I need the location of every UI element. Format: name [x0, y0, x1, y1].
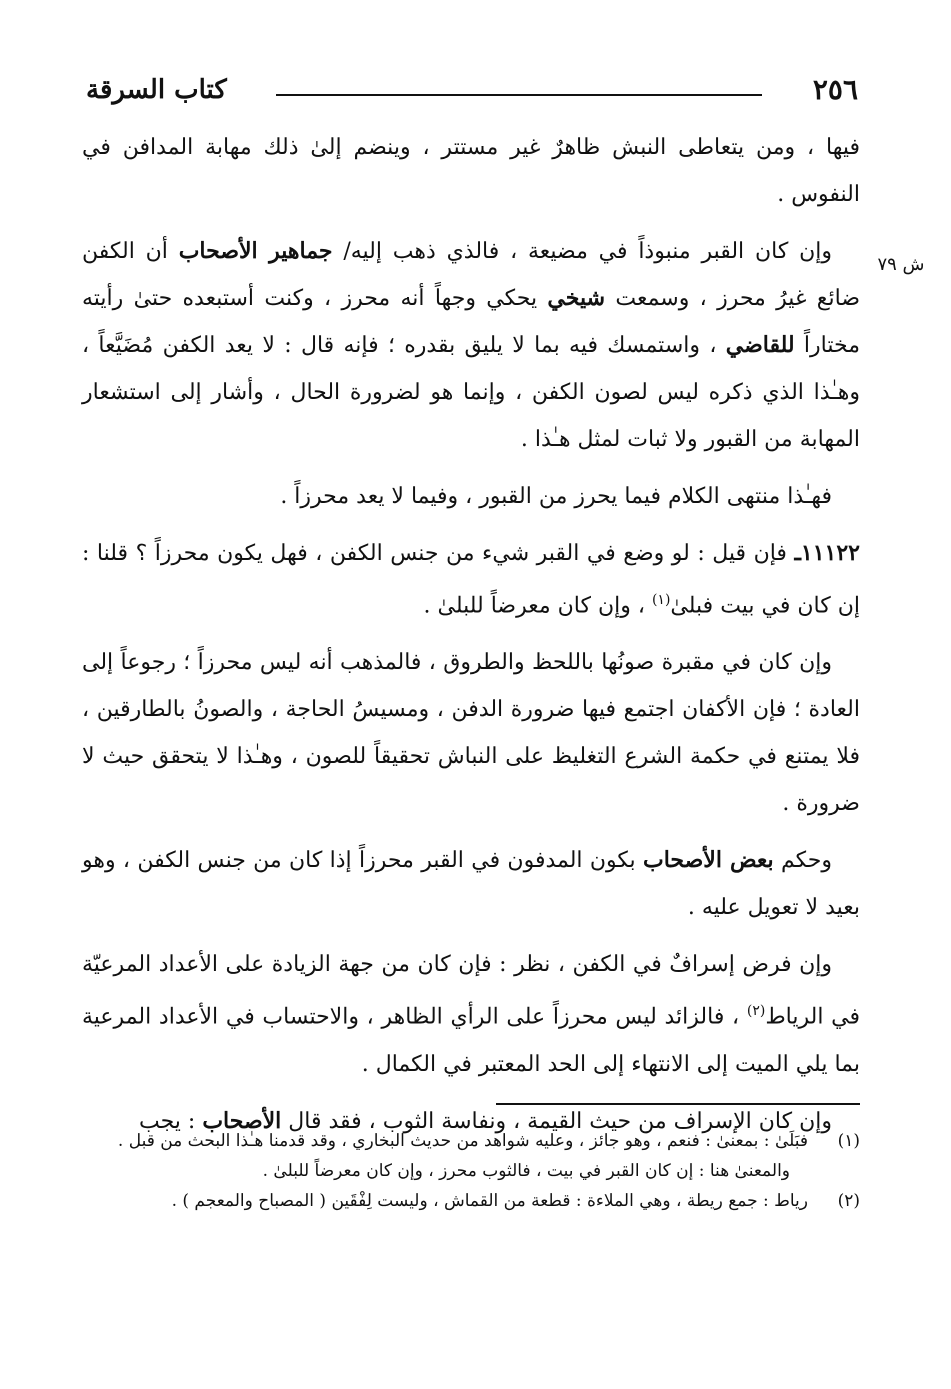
bold-term: شيخي: [547, 285, 606, 311]
text-segment: يحكي وجهاً أنه محرز ، وكنت أستبعده حتىٰ رأيته مختاراً: [82, 286, 860, 358]
text-segment: وحكم: [773, 848, 832, 874]
bold-term: جماهير الأصحاب: [178, 238, 333, 264]
text-segment: ، واستمسك فيه بما لا يليق بقدره ؛ فإنه قال : لا يعد الكفن مُضَيَّعاً ، وهـٰذا الذي ذكره ليس لصون الكفن ، وإنما هو لضرورة الحال ، وأشار إلى استشعار المهابة من القبور ولا ثبات لمثل هـٰذا .: [82, 333, 860, 452]
text-segment: فإن قيل : لو وضع في القبر شيء من جنس الكفن ، فهل يكون محرزاً ؟ قلنا : إن كان في بيت فبلىٰ: [82, 541, 860, 619]
page-number: ٢٥٦: [812, 73, 858, 106]
page-header: [86, 72, 858, 108]
margin-manuscript-ref: ش ٧٩: [877, 254, 925, 275]
text-segment: : يجب: [139, 1108, 203, 1134]
text-segment: وإن فرض إسرافٌ في الكفن ، نظر : فإن كان من جهة الزيادة على الأعداد المرعيّة في الرياط: [82, 952, 860, 1030]
header-rule: [276, 94, 762, 96]
bold-term: بعض الأصحاب: [643, 847, 774, 874]
text-segment: وإن كان الإسراف من حيث القيمة ، ونفاسة الثوب ، فقد قال: [281, 1108, 832, 1134]
footnote-1: [82, 1126, 860, 1156]
bold-term: الأصحاب: [202, 1107, 282, 1134]
paragraph-2: [82, 228, 860, 463]
footnote-text: رياط : جمع ريطة ، وهي الملاءة : قطعة من القماش ، وليست لِفْقَين ( المصباح والمعجم ) .: [171, 1191, 808, 1211]
paragraph-6: [82, 837, 860, 931]
paragraph-5: وإن كان في مقبرة صونُها باللحظ والطروق ، فالمذهب أنه ليس محرزاً ؛ رجوعاً إلى العادة ؛ فإن الأكفان اجتمع فيها ضرورة الدفن ، ومسيسُ الحاجة ، والصونُ بالطارقين ، فلا يمتنع في حكمة الشرع التغليظ على النباش تحقيقاً للصون ، وهـٰذا لا يتحقق حيث لا ضرورة .: [82, 650, 860, 817]
footnote-ref-2: (٢): [746, 1003, 766, 1020]
footnote-separator: [496, 1103, 860, 1105]
footnote-ref-1: (١): [651, 592, 671, 608]
text-segment: ، فالزائد ليس محرزاً على الرأي الظاهر ، والاحتساب في الأعداد المرعية بما يلي الميت إلى الانتهاء إلى الحد المعتبر في الكمال .: [82, 1004, 860, 1077]
text-segment: وإن كان القبر منبوذاً في مضيعة ، فالذي ذهب إليه/: [332, 239, 832, 264]
text-segment: بكون المدفون في القبر محرزاً إذا كان من جنس الكفن ، وهو بعيد لا تعويل عليه .: [82, 848, 860, 921]
text-segment: ، وإن كان معرضاً للبلىٰ .: [423, 593, 652, 619]
main-text: [82, 124, 860, 1155]
footnote-text: فبَلَىٰ : بمعنىٰ : فنعم ، وهو جائز ، وعليه شواهد من حديث البخاري ، وقد قدمنا هـٰذا البحث من قبل .: [117, 1131, 808, 1151]
paragraph-7: [82, 941, 860, 1087]
paragraph-1: فيها ، ومن يتعاطى النبش ظاهرٌ غير مستتر ، وينضم إلىٰ ذلك مهابة المدافن في النفوس .: [82, 135, 860, 207]
paragraph-4: [82, 530, 860, 629]
footnote-number: (٢): [837, 1191, 860, 1211]
bold-term: للقاضي: [725, 332, 795, 358]
footnote-1-continuation: والمعنىٰ هنا : إن كان القبر في بيت ، فالثوب محرز ، وإن كان معرضاً للبلىٰ .: [262, 1161, 790, 1181]
footnotes: [82, 1126, 860, 1216]
issue-number: ١١١٢٢ـ: [794, 540, 860, 566]
paragraph-3: فهـٰذا منتهى الكلام فيما يحرز من القبور ، وفيما لا يعد محرزاً .: [280, 484, 832, 509]
footnote-2: [82, 1186, 860, 1216]
footnote-number: (١): [837, 1131, 860, 1151]
book-title: كتاب السرقة: [86, 75, 227, 105]
text-segment: أن الكفن ضائع غيرُ محرز ، وسمعت: [82, 239, 860, 311]
